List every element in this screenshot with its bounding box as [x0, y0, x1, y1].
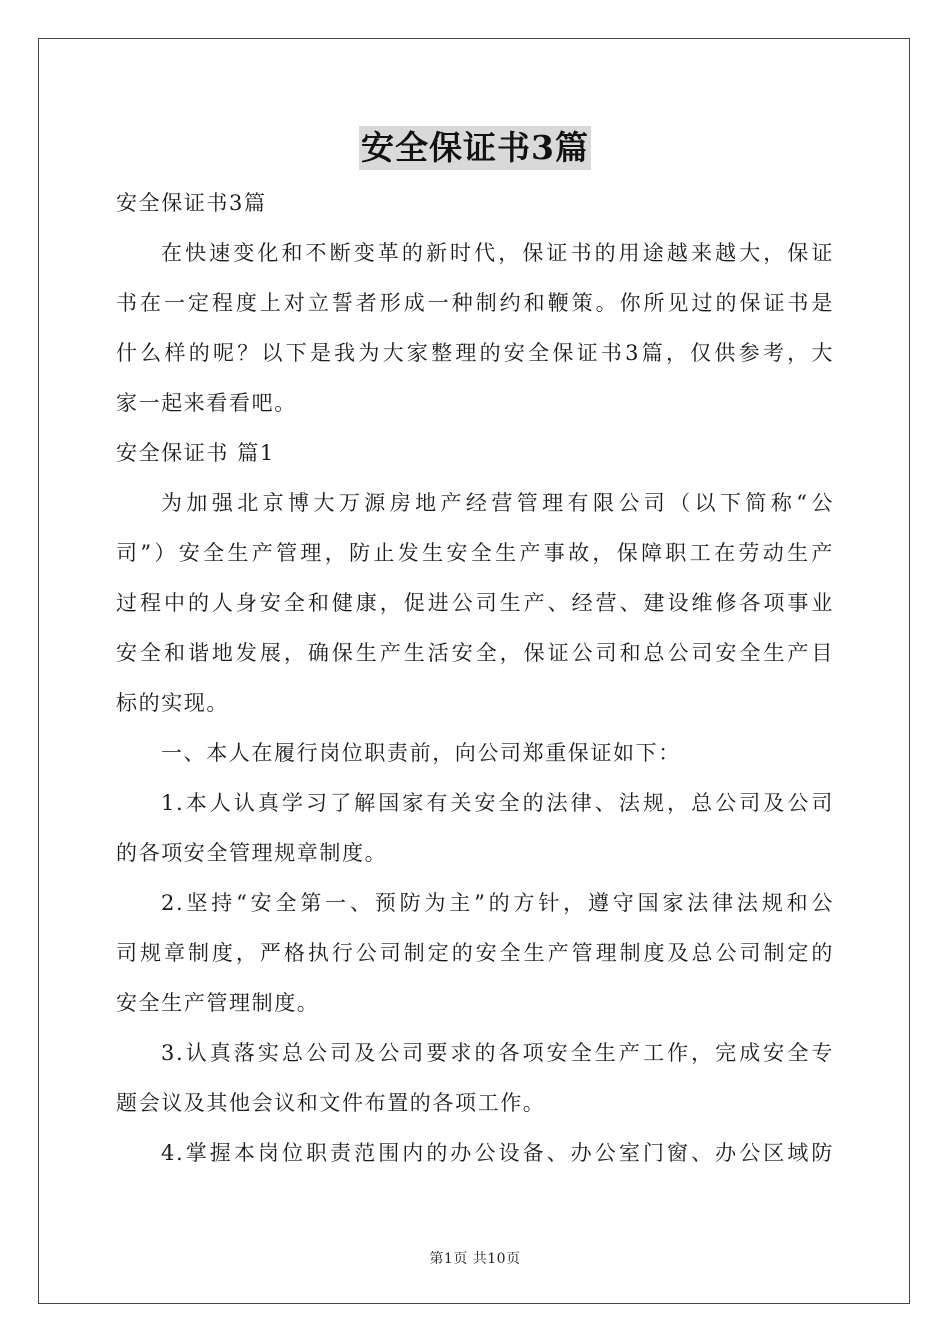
text-line: 安全保证书3篇	[116, 191, 267, 215]
text-line: 的各项安全管理规章制度。	[116, 841, 388, 865]
text-line: 1.本人认真学习了解国家有关安全的法律、法规，总公司及公司	[161, 791, 834, 815]
title-container	[0, 126, 950, 170]
document-body	[116, 178, 834, 1178]
text-line: 4.掌握本岗位职责范围内的办公设备、办公室门窗、办公区域防	[161, 1141, 834, 1165]
text-line: 一、本人在履行岗位职责前，向公司郑重保证如下：	[161, 741, 681, 765]
text-line: 安全保证书 篇1	[116, 441, 275, 465]
text-line: 为加强北京博大万源房地产经营管理有限公司（以下简称“公	[161, 491, 834, 515]
text-line: 过程中的人身安全和健康，促进公司生产、经营、建设维修各项事业	[116, 591, 834, 615]
text-line: 2.坚持“安全第一、预防为主”的方针，遵守国家法律法规和公	[161, 891, 834, 915]
document-title: 安全保证书3篇	[359, 126, 591, 170]
text-line: 3.认真落实总公司及公司要求的各项安全生产工作，完成安全专	[161, 1041, 834, 1065]
text-line: 书在一定程度上对立誓者形成一种制约和鞭策。你所见过的保证书是	[116, 291, 834, 315]
text-line: 安全生产管理制度。	[116, 991, 320, 1015]
text-line: 在快速变化和不断变革的新时代，保证书的用途越来越大，保证	[161, 241, 834, 265]
text-line: 家一起来看看吧。	[116, 391, 297, 415]
text-line: 安全和谐地发展，确保生产生活安全，保证公司和总公司安全生产目	[116, 641, 834, 665]
text-line: 司”）安全生产管理，防止发生安全生产事故，保障职工在劳动生产	[116, 541, 834, 565]
text-line: 司规章制度，严格执行公司制定的安全生产管理制度及总公司制定的	[116, 941, 834, 965]
text-line: 标的实现。	[116, 691, 229, 715]
text-line: 题会议及其他会议和文件布置的各项工作。	[116, 1091, 546, 1115]
page-footer: 第1页 共10页	[429, 1251, 521, 1267]
text-line: 什么样的呢？以下是我为大家整理的安全保证书3篇，仅供参考，大	[116, 341, 834, 365]
